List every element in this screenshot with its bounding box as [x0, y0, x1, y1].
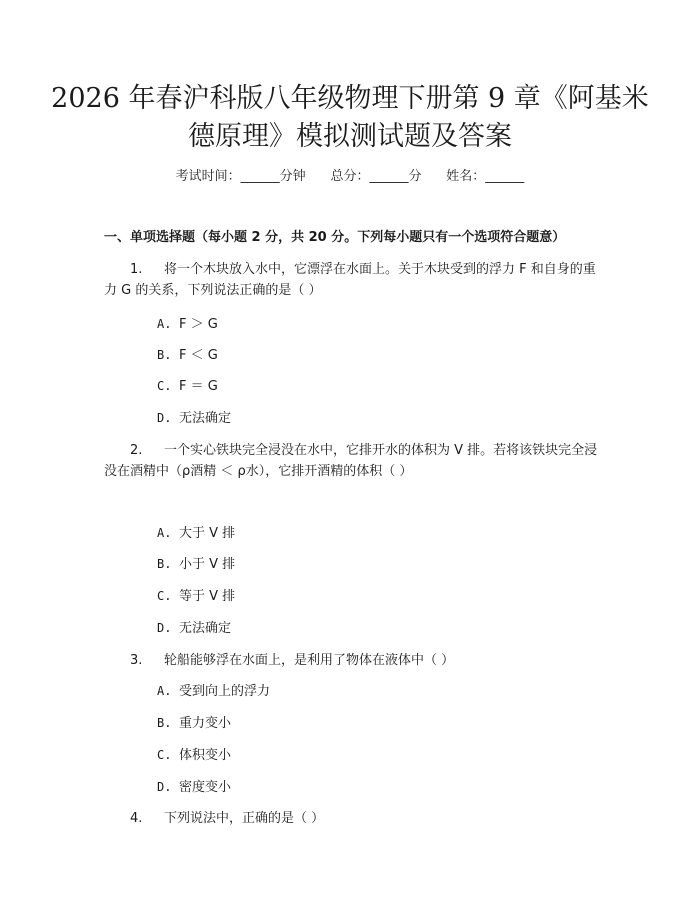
question-4	[104, 808, 604, 829]
option-letter: D.	[157, 621, 172, 635]
question-number: 3.	[130, 653, 143, 668]
question-2-option-a	[157, 524, 235, 543]
question-2-option-d	[157, 619, 231, 638]
question-2	[104, 440, 604, 482]
option-letter: B.	[157, 348, 172, 362]
option-text: 大于 V 排	[179, 526, 236, 541]
question-1-option-b	[157, 346, 218, 365]
question-2-option-c	[157, 587, 235, 606]
question-1-option-d	[157, 409, 231, 428]
question-1	[104, 259, 604, 301]
question-2-option-b	[157, 555, 235, 574]
question-text: 下列说法中，正确的是（ ）	[164, 811, 325, 826]
option-text: 体积变小	[179, 748, 232, 763]
question-number: 4.	[130, 811, 143, 826]
option-text: 小于 V 排	[179, 557, 236, 572]
option-text: 等于 V 排	[179, 589, 236, 604]
question-3-option-b	[157, 714, 231, 733]
question-text: 轮船能够浮在水面上，是利用了物体在液体中（ ）	[164, 653, 455, 668]
option-letter: C.	[157, 748, 172, 762]
option-text: 无法确定	[179, 411, 232, 426]
option-letter: D.	[157, 411, 172, 425]
option-letter: A.	[157, 526, 172, 540]
option-letter: C.	[157, 589, 172, 603]
question-3	[104, 650, 604, 671]
option-letter: B.	[157, 557, 172, 571]
option-text: F ＞ G	[179, 317, 218, 332]
question-3-option-d	[157, 778, 231, 797]
option-letter: C.	[157, 379, 172, 393]
option-text: F ＜ G	[179, 348, 218, 363]
option-text: 重力变小	[179, 716, 232, 731]
section-heading: 一、单项选择题（每小题 2 分，共 20 分。下列每小题只有一个选项符合题意）	[104, 230, 566, 245]
question-1-option-a	[157, 315, 218, 334]
option-text: 密度变小	[179, 780, 232, 795]
option-text: 无法确定	[179, 621, 232, 636]
exam-meta	[0, 168, 700, 186]
question-1-option-c	[157, 377, 218, 396]
question-number: 2.	[130, 443, 143, 458]
total-score-label: 总分：______分	[330, 169, 422, 184]
option-letter: A.	[157, 684, 172, 698]
option-letter: B.	[157, 716, 172, 730]
document-title: 2026 年春沪科版八年级物理下册第 9 章《阿基米德原理》模拟测试题及答案	[51, 83, 649, 152]
exam-time-label: 考试时间：______分钟	[175, 169, 306, 184]
option-text: F ＝ G	[179, 379, 218, 394]
question-text: 一个实心铁块完全浸没在水中，它排开水的体积为 V 排。若将该铁块完全浸没在酒精中（ρ酒精 ＜ ρ水），它排开酒精的体积（ ）	[104, 443, 598, 479]
question-3-option-a	[157, 682, 270, 701]
question-number: 1.	[130, 262, 143, 277]
option-letter: A.	[157, 317, 172, 331]
question-3-option-c	[157, 746, 231, 765]
name-label: 姓名：______	[446, 169, 525, 184]
option-text: 受到向上的浮力	[179, 684, 271, 699]
question-text: 将一个木块放入水中，它漂浮在水面上。关于木块受到的浮力 F 和自身的重力 G 的关系，下列说法正确的是（ ）	[104, 262, 596, 298]
option-letter: D.	[157, 780, 172, 794]
